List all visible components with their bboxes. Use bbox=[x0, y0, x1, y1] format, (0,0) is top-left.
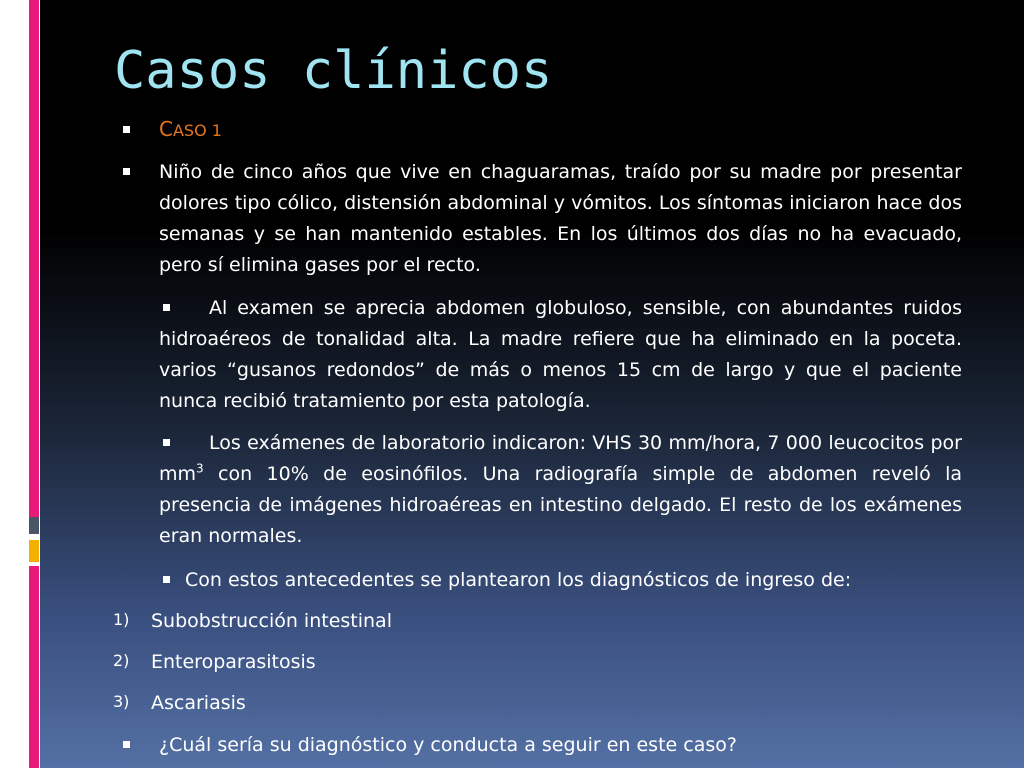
labs-text-2: con 10% de eosinófilos. Una radiografía simple de abdomen reveló la presencia de imágenes hidroaéreas en intestino delgado. El resto de los exámenes eran normales. bbox=[159, 463, 962, 547]
case-heading-initial: C bbox=[159, 117, 173, 141]
bullet-icon bbox=[123, 741, 130, 748]
exam-paragraph bbox=[159, 293, 962, 417]
labs-superscript: 3 bbox=[196, 461, 204, 476]
slide-title: Casos clínicos bbox=[114, 41, 553, 101]
pink-accent-stripe-top bbox=[29, 0, 39, 520]
labs-text-1: Los exámenes de laboratorio indicaron: VHS 30 mm/hora, 7 000 leucocitos por mm bbox=[159, 432, 962, 485]
case-heading-rest: ASO 1 bbox=[172, 121, 222, 140]
diagnosis-number-2: 2) bbox=[113, 651, 130, 670]
diagnosis-number-3: 3) bbox=[113, 692, 130, 711]
exam-text: Al examen se aprecia abdomen globuloso, sensible, con abundantes ruidos hidroaéreos de tonalidad alta. La madre refiere que ha eliminado en la poceta. varios “gusanos redondos” de más o menos 15 cm de largo y que el paciente nunca recibió tratamiento por esta patología. bbox=[159, 297, 962, 412]
bullet-icon bbox=[163, 576, 170, 583]
left-white-bar bbox=[0, 0, 40, 768]
case-heading bbox=[159, 114, 222, 146]
bullet-icon bbox=[123, 126, 130, 133]
diagnosis-item-2: Enteroparasitosis bbox=[151, 651, 316, 673]
diagnosis-number-1: 1) bbox=[113, 610, 130, 629]
diagnosis-item-1: Subobstrucción intestinal bbox=[151, 610, 392, 632]
antecedents-line: Con estos antecedentes se plantearon los diagnósticos de ingreso de: bbox=[185, 569, 852, 591]
gray-accent-block bbox=[29, 517, 39, 534]
case-intro-paragraph: Niño de cinco años que vive en chaguaramas, traído por su madre por presentar dolores tipo cólico, distensión abdominal y vómitos. Los síntomas iniciaron hace dos semanas y se han mantenido estables. En los últimos dos días no ha evacuado, pero sí elimina gases por el recto. bbox=[159, 161, 962, 276]
question-line: ¿Cuál sería su diagnóstico y conducta a seguir en este caso? bbox=[159, 734, 737, 756]
diagnosis-item-3: Ascariasis bbox=[151, 692, 246, 714]
yellow-accent-block bbox=[29, 540, 39, 562]
labs-paragraph bbox=[159, 428, 962, 552]
pink-accent-stripe-bottom bbox=[29, 566, 39, 768]
bullet-icon bbox=[123, 168, 130, 175]
